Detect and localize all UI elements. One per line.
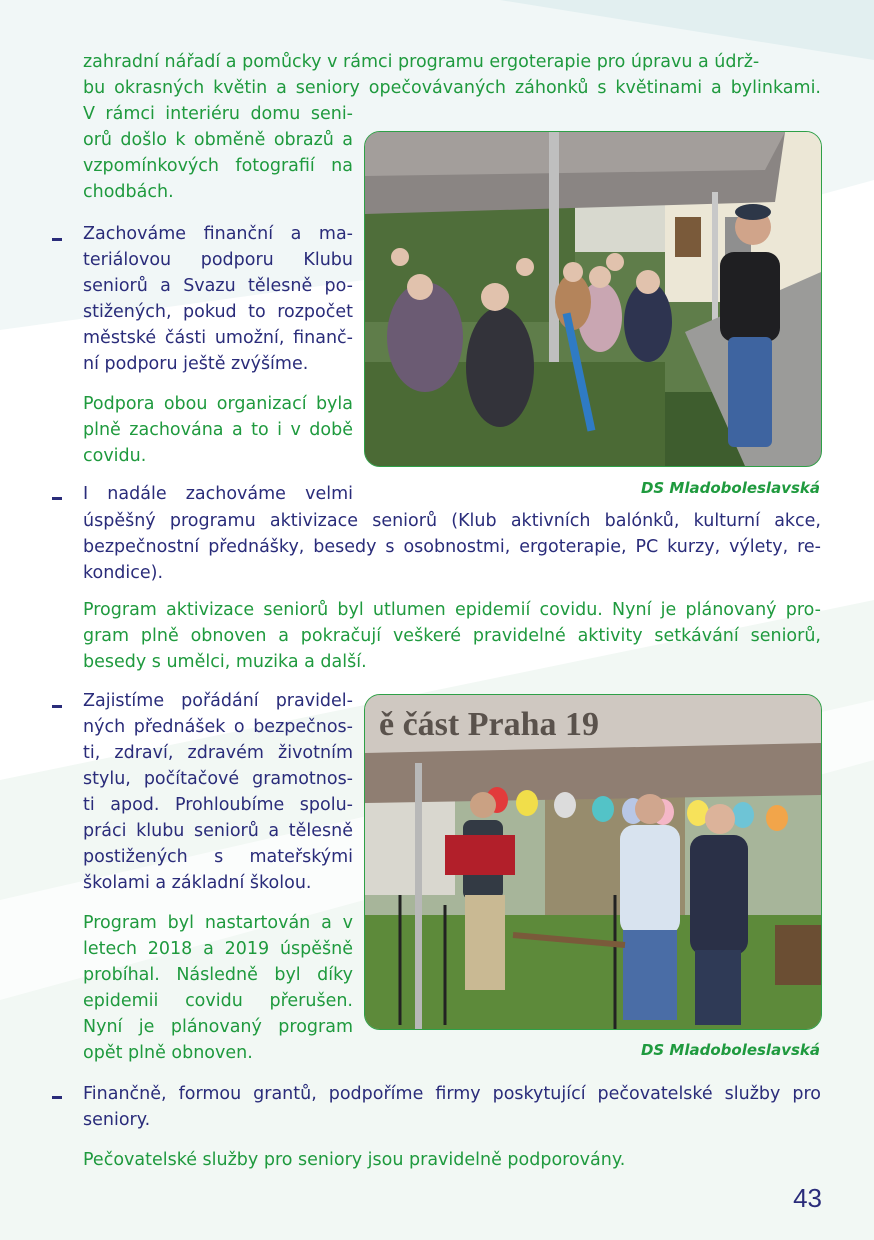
intro-line: bu okrasných květin a seniory opečovávaných záhonků s květinami a bylinkami. xyxy=(83,78,821,98)
intro-line: chodbách. xyxy=(83,182,174,202)
intro-line: zahradní nářadí a pomůcky v rámci programu ergoterapie pro úpravu a údrž- xyxy=(83,52,760,72)
item-lectures-status xyxy=(83,910,353,1066)
status-line: plně zachována a to i v době xyxy=(83,420,353,440)
item-line: bezpečnostní přednášky, besedy s osobnostmi, ergoterapie, PC kurzy, výlety, re- xyxy=(83,537,821,557)
intro-continued-text xyxy=(83,49,821,101)
item-line: Zachováme finanční a ma- xyxy=(83,224,353,244)
item-line: ní podporu ještě zvýšíme. xyxy=(83,354,309,374)
item-line: školami a základní školou. xyxy=(83,873,312,893)
status-line: Podpora obou organizací byla xyxy=(83,394,353,414)
photo-caption: DS Mladoboleslavská xyxy=(640,479,820,497)
item-financial-support xyxy=(83,221,353,377)
status-line: Pečovatelské služby pro seniory jsou pravidelně podporovány. xyxy=(83,1150,626,1170)
status-line: Program aktivizace seniorů byl utlumen epidemií covidu. Nyní je plánovaný pro- xyxy=(83,600,821,620)
intro-line: V rámci interiéru domu seni- xyxy=(83,104,353,124)
item-line: I nadále zachováme velmi xyxy=(83,484,353,504)
status-line: letech 2018 a 2019 úspěšně xyxy=(83,939,353,959)
bullet-dash xyxy=(52,1096,62,1099)
status-line: gram plně obnoven a pokračují veškeré pravidelné aktivity setkávání seniorů, xyxy=(83,626,821,646)
item-financial-support-status xyxy=(83,391,353,469)
item-line: seniorů a Svazu tělesně po- xyxy=(83,276,353,296)
item-line: postižených s mateřskými xyxy=(83,847,353,867)
item-line: práci klubu seniorů a tělesně xyxy=(83,821,353,841)
item-line: Zajistíme pořádání pravidel- xyxy=(83,691,353,711)
item-line: ných přednášek o bezpečnos- xyxy=(83,717,353,737)
item-lectures xyxy=(83,688,353,896)
status-line: probíhal. Následně byl díky xyxy=(83,965,353,985)
status-line: Program byl nastartován a v xyxy=(83,913,353,933)
item-line: ti, zdraví, zdravém životním xyxy=(83,743,353,763)
intro-line: orů došlo k obměně obrazů a xyxy=(83,130,353,150)
status-line: epidemii covidu přerušen. xyxy=(83,991,353,1011)
item-line: ti apod. Prohloubíme spolu- xyxy=(83,795,353,815)
item-line: stylu, počítačové gramotnos- xyxy=(83,769,353,789)
item-line: úspěšný programu aktivizace seniorů (Klub aktivních balónků, kulturní akce, xyxy=(83,511,821,531)
photo-caption: DS Mladoboleslavská xyxy=(640,1041,820,1059)
item-line: stižených, pokud to rozpočet xyxy=(83,302,353,322)
item-line: městské části umožní, finanč- xyxy=(83,328,353,348)
photo-music-performance xyxy=(364,694,822,1030)
item-care-services xyxy=(83,1081,821,1133)
status-line: opět plně obnoven. xyxy=(83,1043,253,1063)
bullet-dash xyxy=(52,497,62,500)
status-line: besedy s umělci, muzika a další. xyxy=(83,652,367,672)
tent-banner-text: ě část Praha 19 xyxy=(379,706,600,743)
item-line: kondice). xyxy=(83,563,164,583)
item-activation-program xyxy=(83,481,353,507)
garden-party-image xyxy=(365,132,821,466)
item-care-services-status xyxy=(83,1147,821,1173)
status-line: covidu. xyxy=(83,446,147,466)
photo-garden-gathering xyxy=(364,131,822,467)
item-activation-program-continued xyxy=(83,508,821,586)
item-line: teriálovou podporu Klubu xyxy=(83,250,353,270)
item-activation-program-status xyxy=(83,597,821,675)
bullet-dash xyxy=(52,238,62,241)
page-number: 43 xyxy=(793,1183,822,1213)
music-performance-image xyxy=(365,695,821,1029)
intro-interior-text xyxy=(83,101,353,205)
item-line: Finančně, formou grantů, podpoříme firmy poskytující pečovatelské služby pro xyxy=(83,1084,821,1104)
status-line: Nyní je plánovaný program xyxy=(83,1017,353,1037)
bullet-dash xyxy=(52,705,62,708)
item-line: seniory. xyxy=(83,1110,151,1130)
intro-line: vzpomínkových fotografií na xyxy=(83,156,353,176)
